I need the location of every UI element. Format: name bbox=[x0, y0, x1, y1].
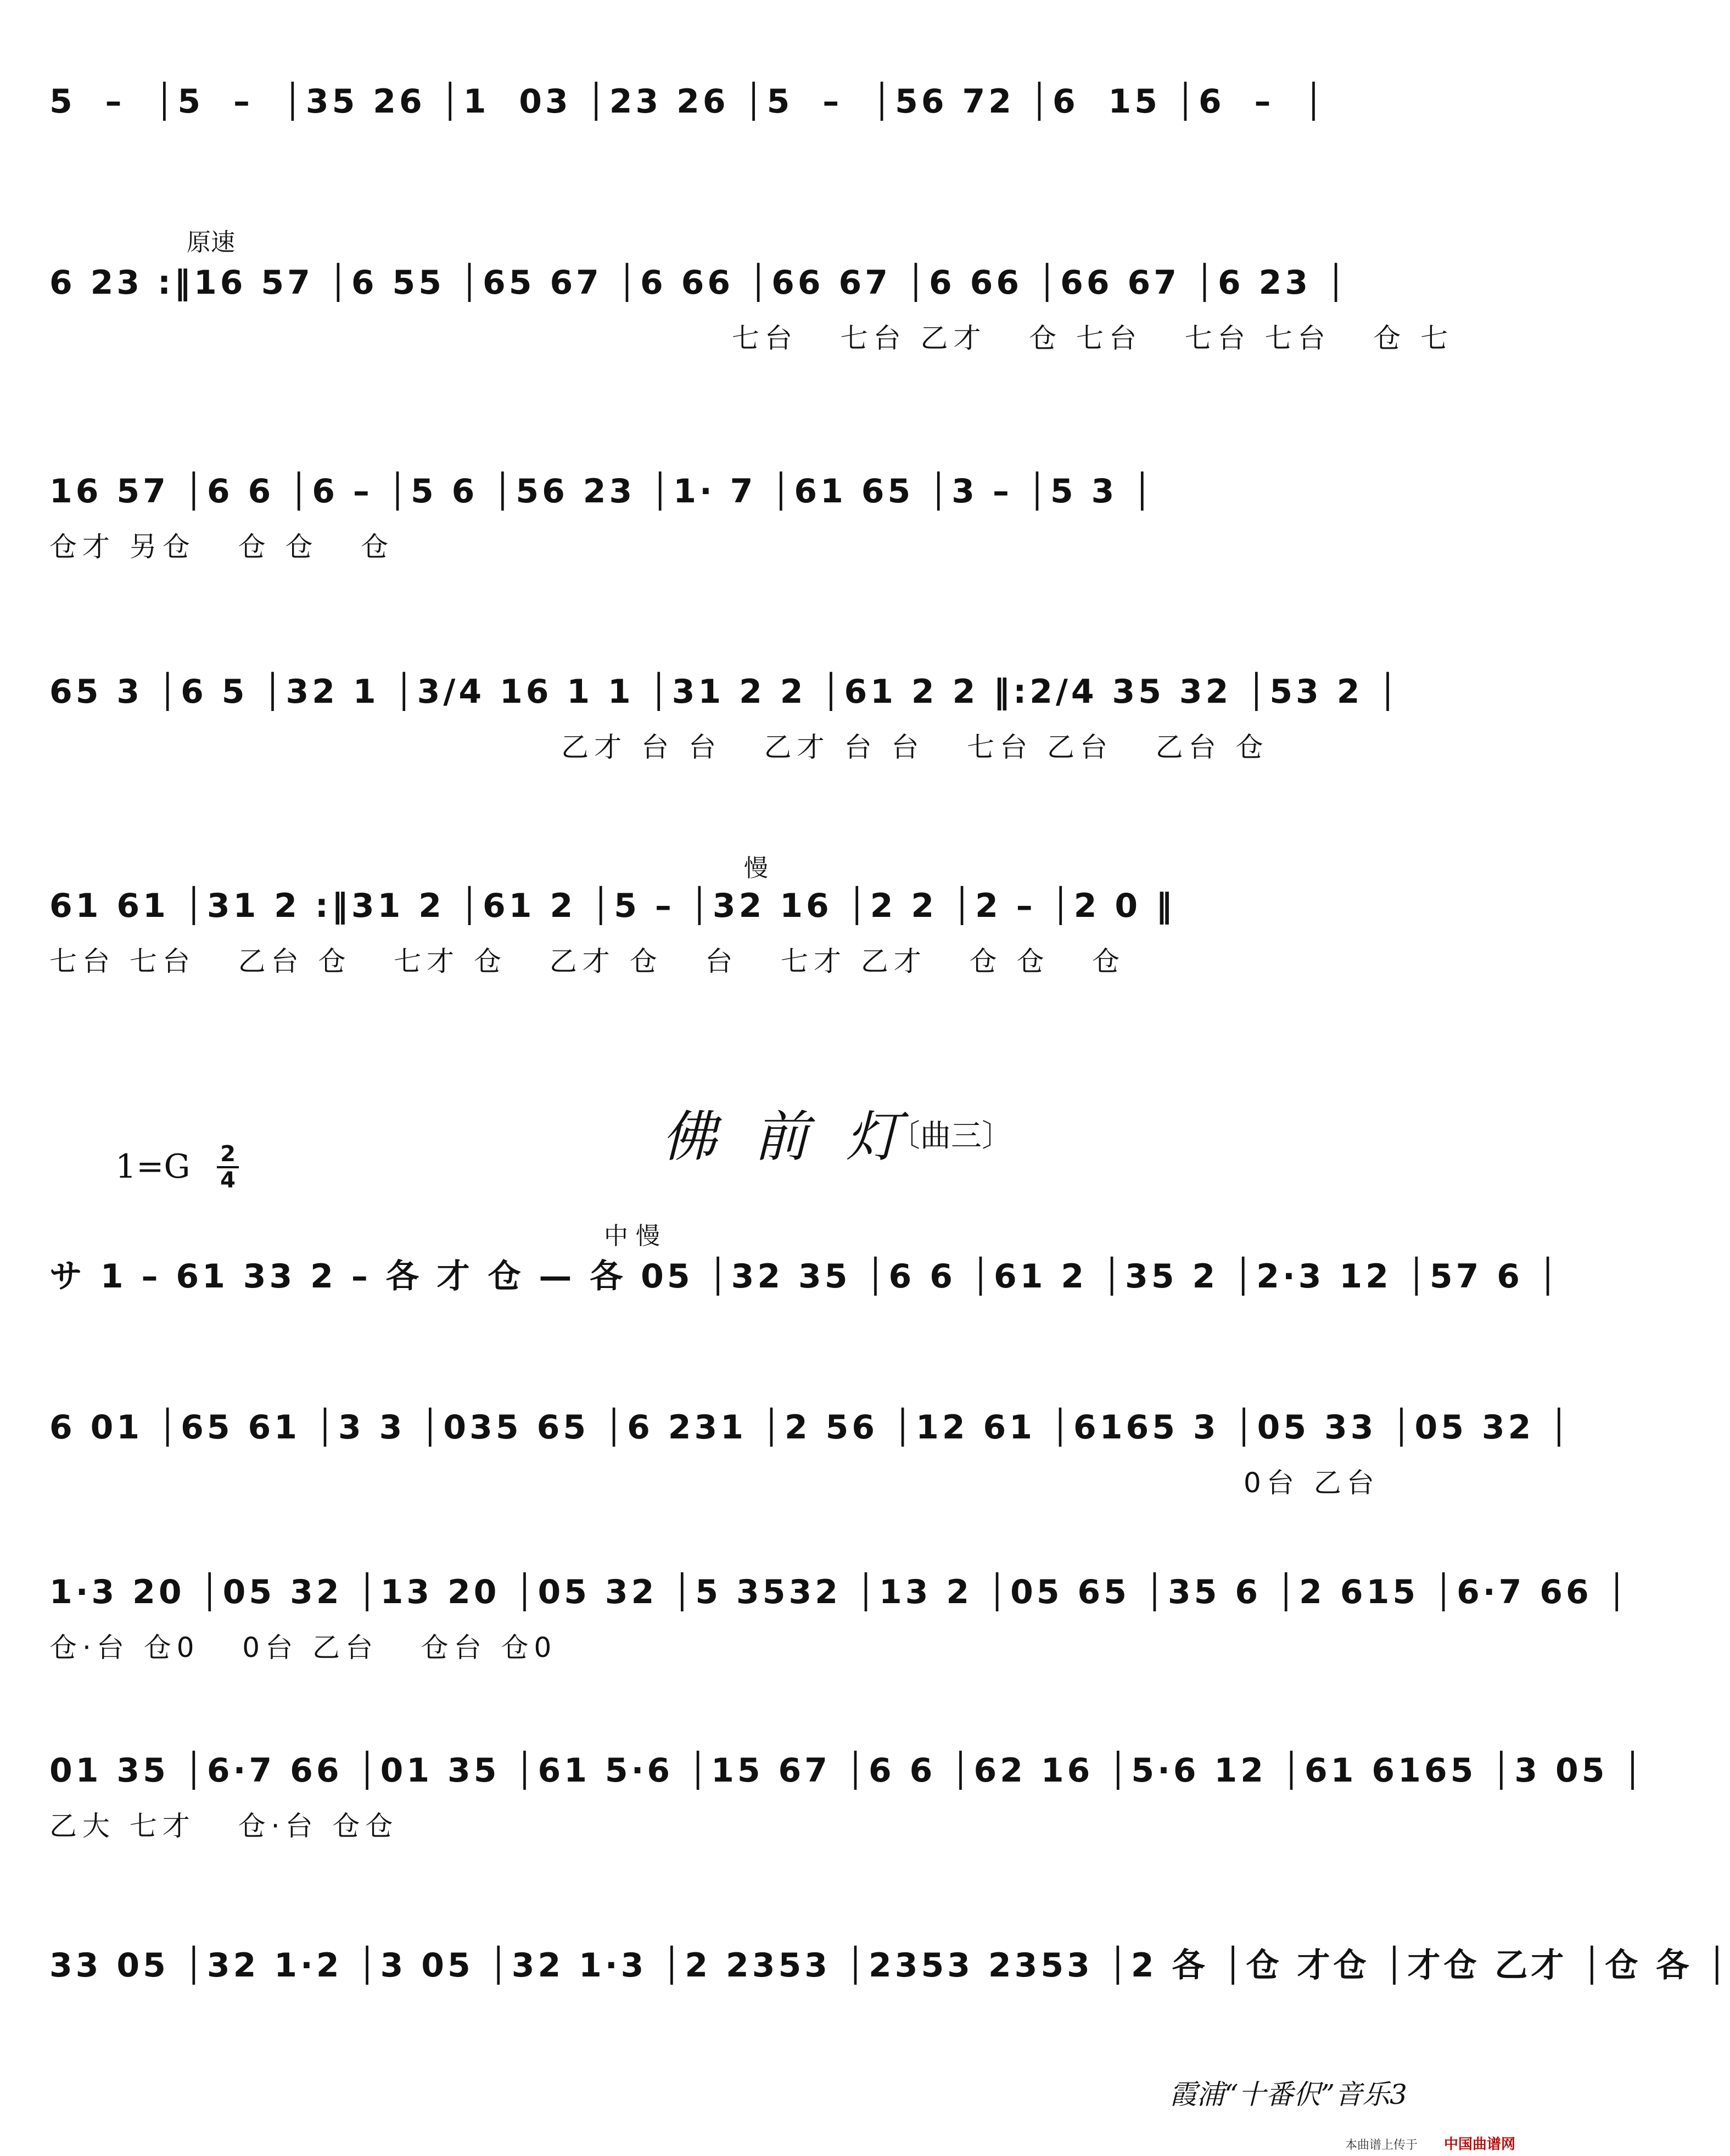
percussion-line: 乙才 台 台 乙才 台 台 七台 乙台 乙台 仓 bbox=[49, 731, 1269, 763]
notation-line: 33 05 │32 1·2 │3 05 │32 1·3 │2 2353 │2353 2353 │2 各 │仓 才仓 │才仓 乙才 │仓 各 │ bbox=[49, 1946, 1730, 1985]
piece-subtitle: 〔曲三〕 bbox=[889, 1118, 1012, 1154]
tempo-mark-man: 慢 bbox=[744, 854, 768, 882]
percussion-line: 0台 乙台 bbox=[49, 1467, 1380, 1499]
percussion-line: 七台 七台 乙才 仓 七台 七台 七台 仓 七 bbox=[49, 322, 1454, 354]
notation-line: 5 – │5 – │35 26 │1 03 │23 26 │5 – │56 72 │6 15 │6 – │ bbox=[49, 82, 1327, 121]
source-credit: 霞浦“十番伬”音乐3 bbox=[1169, 2079, 1407, 2110]
tempo-mark-zhongman: 中 慢 bbox=[604, 1222, 660, 1250]
notation-line: 61 61 │31 2 :‖31 2 │61 2 │5 – │32 16 │2 2 │2 – │2 0 ‖ bbox=[49, 887, 1176, 925]
percussion-line: 仓才 另仓 仓 仓 仓 bbox=[49, 531, 394, 563]
site-logo: 中国曲谱网 bbox=[1444, 2136, 1516, 2153]
percussion-line: 仓·台 仓0 0台 乙台 仓台 仓0 bbox=[49, 1632, 557, 1664]
tempo-mark-yuansu: 原速 bbox=[187, 228, 235, 256]
notation-line: 65 3 │6 5 │32 1 │3/4 16 1 1 │31 2 2 │61 2 2 ‖:2/4 35 32 │53 2 │ bbox=[49, 673, 1401, 711]
notation-line: 01 35 │6·7 66 │01 35 │61 5·6 │15 67 │6 6 │62 16 │5·6 12 │61 6165 │3 05 │ bbox=[49, 1751, 1646, 1790]
notation-line: 16 57 │6 6 │6 – │5 6 │56 23 │1· 7 │61 65 │3 – │5 3 │ bbox=[49, 472, 1156, 511]
time-signature-top: 2 bbox=[217, 1142, 239, 1168]
notation-line: 1·3 20 │05 32 │13 20 │05 32 │5 3532 │13 2 │05 65 │35 6 │2 615 │6·7 66 │ bbox=[49, 1573, 1630, 1611]
key-signature: 1=G bbox=[115, 1147, 191, 1186]
upload-footer: 本曲谱上传于 bbox=[1345, 2138, 1418, 2152]
notation-line: 6 23 :‖16 57 │6 55 │65 67 │6 66 │66 67 │6 66 │66 67 │6 23 │ bbox=[49, 264, 1350, 302]
notation-line: サ 1 – 61 33 2 – 各 才 仓 — 各 05 │32 35 │6 6 │61 2 │35 2 │2·3 12 │57 6 │ bbox=[49, 1257, 1561, 1296]
piece-title: 佛 前 灯 bbox=[662, 1105, 911, 1169]
percussion-line: 乙大 七才 仓·台 仓仓 bbox=[49, 1810, 399, 1842]
time-signature-bottom: 4 bbox=[220, 1168, 236, 1193]
time-signature bbox=[217, 1142, 239, 1192]
notation-line: 6 01 │65 61 │3 3 │035 65 │6 231 │2 56 │12 61 │6165 3 │05 33 │05 32 │ bbox=[49, 1408, 1572, 1447]
percussion-line: 七台 七台 乙台 仓 七才 仓 乙才 仓 台 七才 乙才 仓 仓 仓 bbox=[49, 945, 1126, 977]
